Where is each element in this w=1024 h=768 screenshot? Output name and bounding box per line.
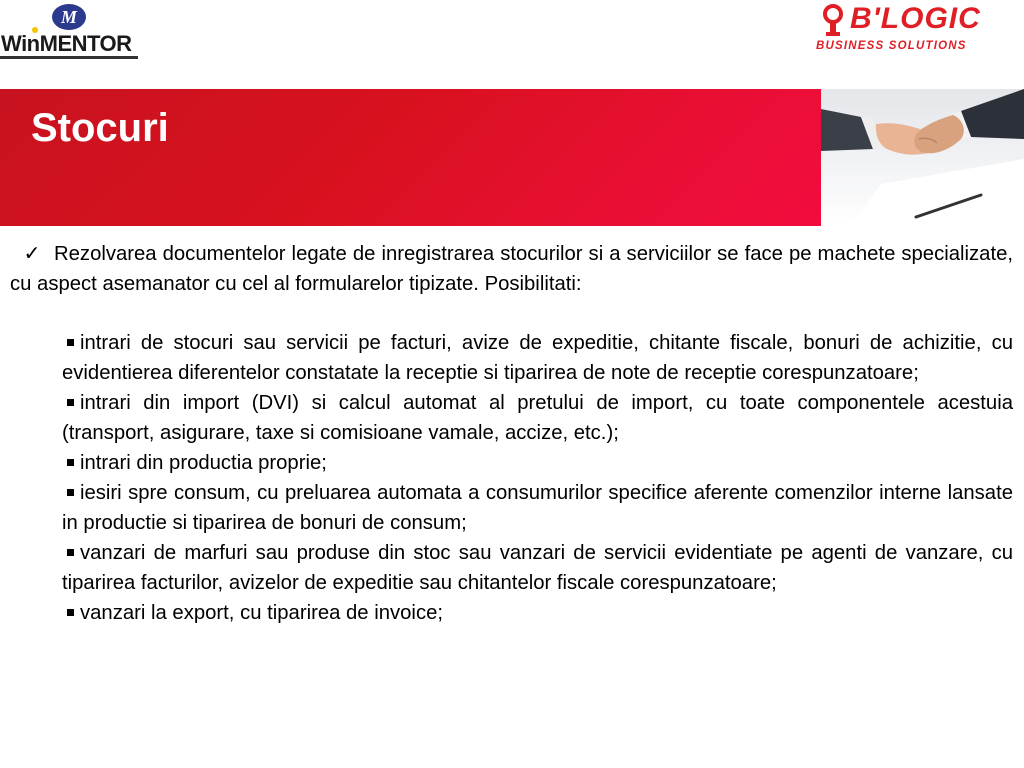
square-bullet-icon	[67, 399, 74, 406]
blogic-logo-subtitle: BUSINESS SOLUTIONS	[816, 40, 967, 52]
list-item	[62, 478, 1013, 538]
list-item	[62, 538, 1013, 598]
list-item-text: intrari de stocuri sau servicii pe facturi, avize de expeditie, chitante fiscale, bonuri de achizitie, cu evidentierea diferentelor constatate la receptie si tiparirea de note de receptie corespunzatoare;	[62, 332, 1013, 384]
square-bullet-icon	[67, 459, 74, 466]
blogic-logo	[814, 0, 1024, 60]
winmentor-emblem-icon	[50, 2, 88, 32]
intro-text: Rezolvarea documentelor legate de inregistrarea stocurilor si a serviciilor se face pe machete specializate, cu aspect asemanator cu cel al formularelor tipizate. Posibilitati:	[10, 243, 1013, 295]
list-item	[62, 448, 1013, 478]
logo-underline	[0, 56, 138, 59]
list-item	[62, 598, 1013, 628]
list-item	[62, 328, 1013, 388]
square-bullet-icon	[67, 609, 74, 616]
square-bullet-icon	[67, 549, 74, 556]
handshake-image	[821, 89, 1024, 226]
possibilities-list	[10, 328, 1013, 628]
intro-paragraph	[10, 238, 1013, 299]
square-bullet-icon	[67, 339, 74, 346]
check-icon: ✓	[23, 241, 41, 265]
slide-content	[10, 238, 1013, 628]
handshake-icon	[821, 89, 1024, 226]
list-item-text: vanzari la export, cu tiparirea de invoice;	[80, 602, 443, 624]
list-item-text: iesiri spre consum, cu preluarea automata a consumurilor specifice aferente comenzilor interne lansate in productie si tiparirea de bonuri de consum;	[62, 482, 1013, 534]
svg-text:M: M	[60, 7, 78, 27]
list-item-text: intrari din productia proprie;	[80, 452, 327, 474]
blogic-emblem-icon	[820, 4, 846, 38]
list-item	[62, 388, 1013, 448]
winmentor-logo	[0, 0, 145, 60]
square-bullet-icon	[67, 489, 74, 496]
winmentor-logo-text: WinMENTOR	[1, 31, 132, 56]
list-item-text: intrari din import (DVI) si calcul automat al pretului de import, cu toate componentele acestuia (transport, asigurare, taxe si comisioane vamale, accize, etc.);	[62, 392, 1013, 444]
blogic-logo-text: B'LOGIC	[850, 2, 981, 35]
list-item-text: vanzari de marfuri sau produse din stoc sau vanzari de servicii evidentiate pe agenti de vanzare, cu tiparirea facturilor, avizelor de expeditie sau chitantelor fiscale corespunzatoare;	[62, 542, 1013, 594]
page-title: Stocuri	[31, 106, 169, 150]
